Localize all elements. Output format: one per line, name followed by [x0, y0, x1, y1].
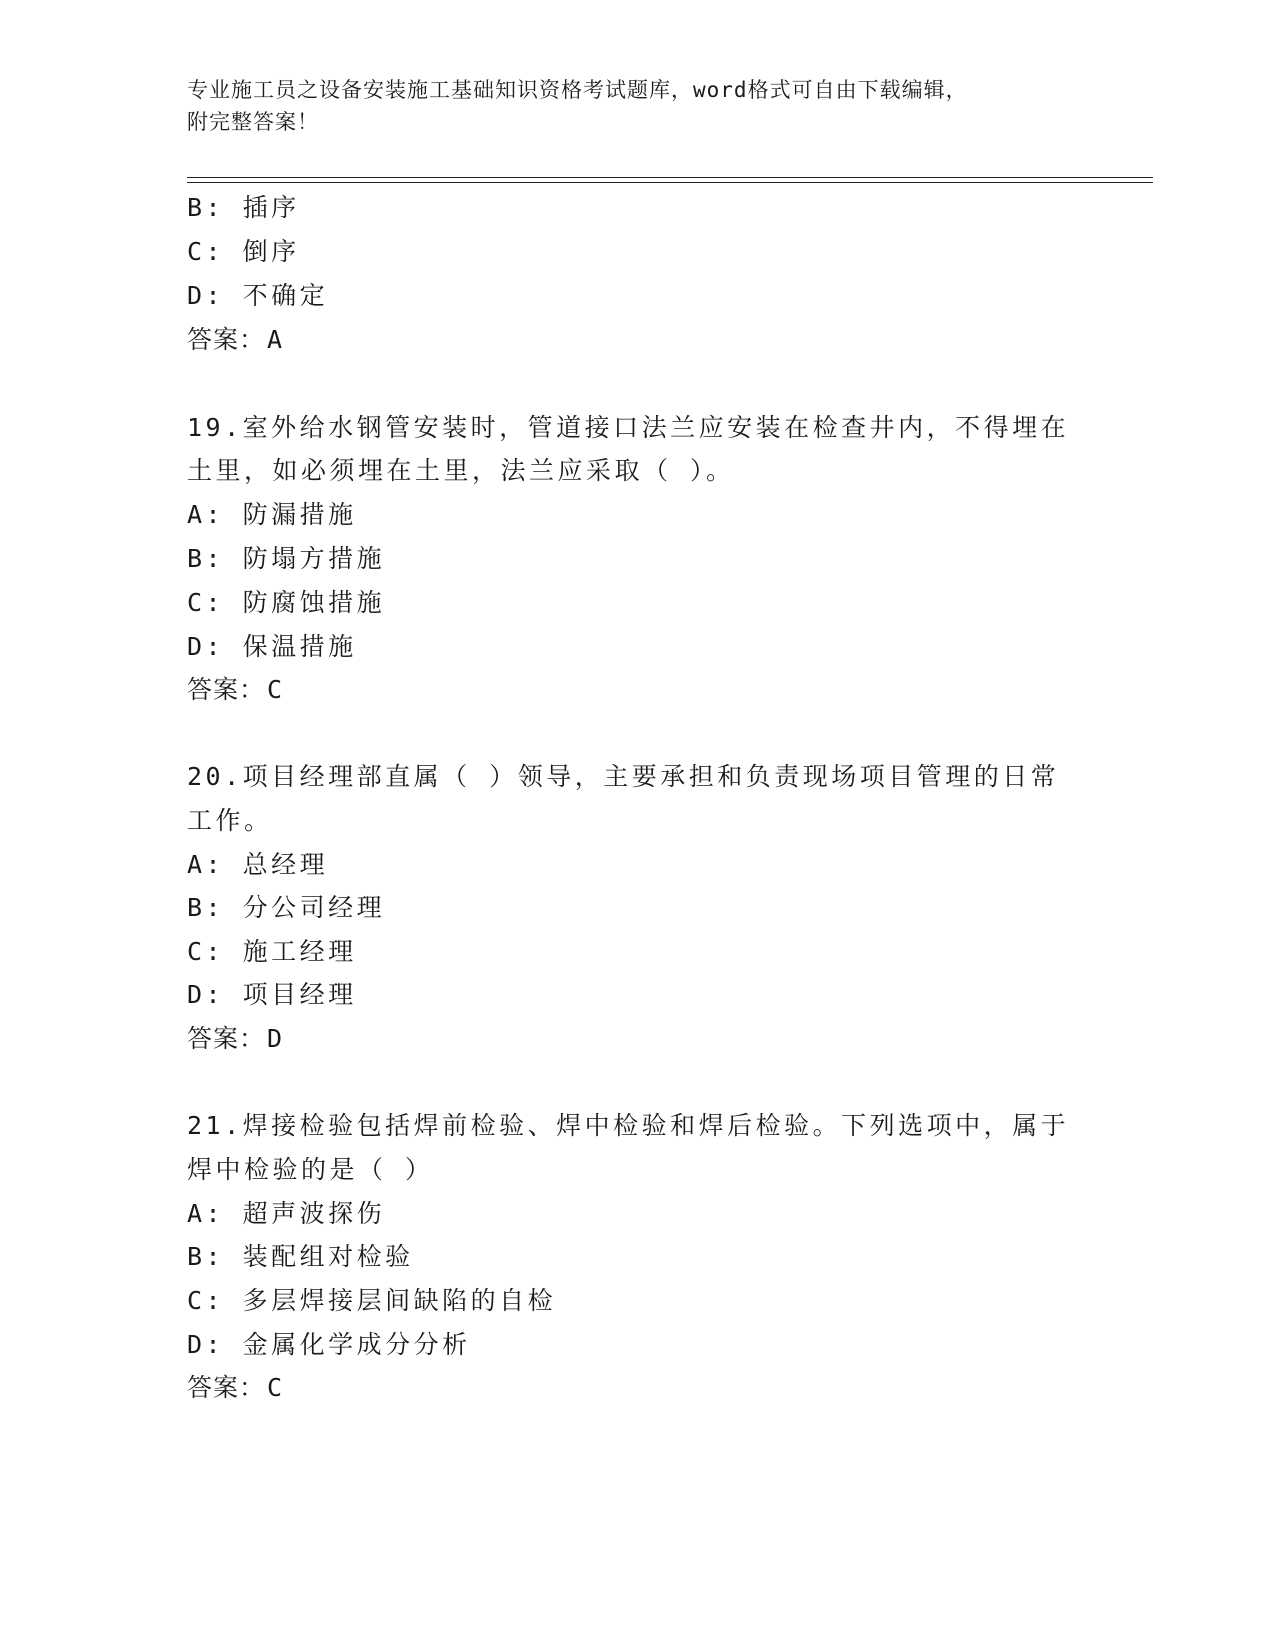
q21-stem-line-1: 21.焊接检验包括焊前检验、焊中检验和焊后检验。下列选项中，属于 — [187, 1111, 1070, 1140]
header-line-2: 附完整答案！ — [187, 110, 319, 134]
q19-option-b: B: 防塌方措施 — [187, 544, 386, 573]
q19-stem-line-1: 19.室外给水钢管安装时，管道接口法兰应安装在检查井内，不得埋在 — [187, 413, 1070, 442]
q21-option-d: D: 金属化学成分分析 — [187, 1330, 471, 1359]
q21-answer-value: C — [267, 1373, 284, 1402]
q21-answer-label: 答案： — [187, 1373, 266, 1402]
q18-option-b: B: 插序 — [187, 193, 300, 222]
header-rule-bottom — [187, 182, 1153, 183]
q20-stem-line-2: 工作。 — [187, 806, 273, 835]
q21-option-c: C: 多层焊接层间缺陷的自检 — [187, 1286, 557, 1315]
q20-option-d: D: 项目经理 — [187, 980, 357, 1009]
q20-option-a: A: 总经理 — [187, 850, 329, 879]
q21-option-a: A: 超声波探伤 — [187, 1199, 386, 1228]
q19-option-c: C: 防腐蚀措施 — [187, 588, 386, 617]
q19-option-a: A: 防漏措施 — [187, 500, 357, 529]
q19-answer-value: C — [267, 675, 284, 704]
q20-answer — [187, 1024, 283, 1054]
q18-answer-label: 答案： — [187, 325, 266, 354]
q18-option-d: D: 不确定 — [187, 281, 329, 310]
header-line-1: 专业施工员之设备安装施工基础知识资格考试题库，word格式可自由下载编辑， — [187, 78, 968, 102]
q19-stem-line-2: 土里，如必须埋在土里，法兰应采取（ ）。 — [187, 456, 735, 485]
q19-answer — [187, 675, 283, 705]
header-rule-top — [187, 177, 1153, 178]
q20-answer-label: 答案： — [187, 1024, 266, 1053]
q21-option-b: B: 装配组对检验 — [187, 1242, 414, 1271]
q19-answer-label: 答案： — [187, 675, 266, 704]
q20-option-b: B: 分公司经理 — [187, 893, 386, 922]
q19-option-d: D: 保温措施 — [187, 632, 357, 661]
q18-option-c: C: 倒序 — [187, 237, 300, 266]
q20-answer-value: D — [267, 1024, 284, 1053]
q20-stem-line-1: 20.项目经理部直属（ ）领导，主要承担和负责现场项目管理的日常 — [187, 762, 1060, 791]
q18-answer-value: A — [267, 325, 284, 354]
q18-answer — [187, 325, 283, 355]
q20-option-c: C: 施工经理 — [187, 937, 357, 966]
document-header — [187, 74, 1087, 138]
q21-stem-line-2: 焊中检验的是（ ） — [187, 1155, 434, 1184]
q21-answer — [187, 1373, 283, 1403]
